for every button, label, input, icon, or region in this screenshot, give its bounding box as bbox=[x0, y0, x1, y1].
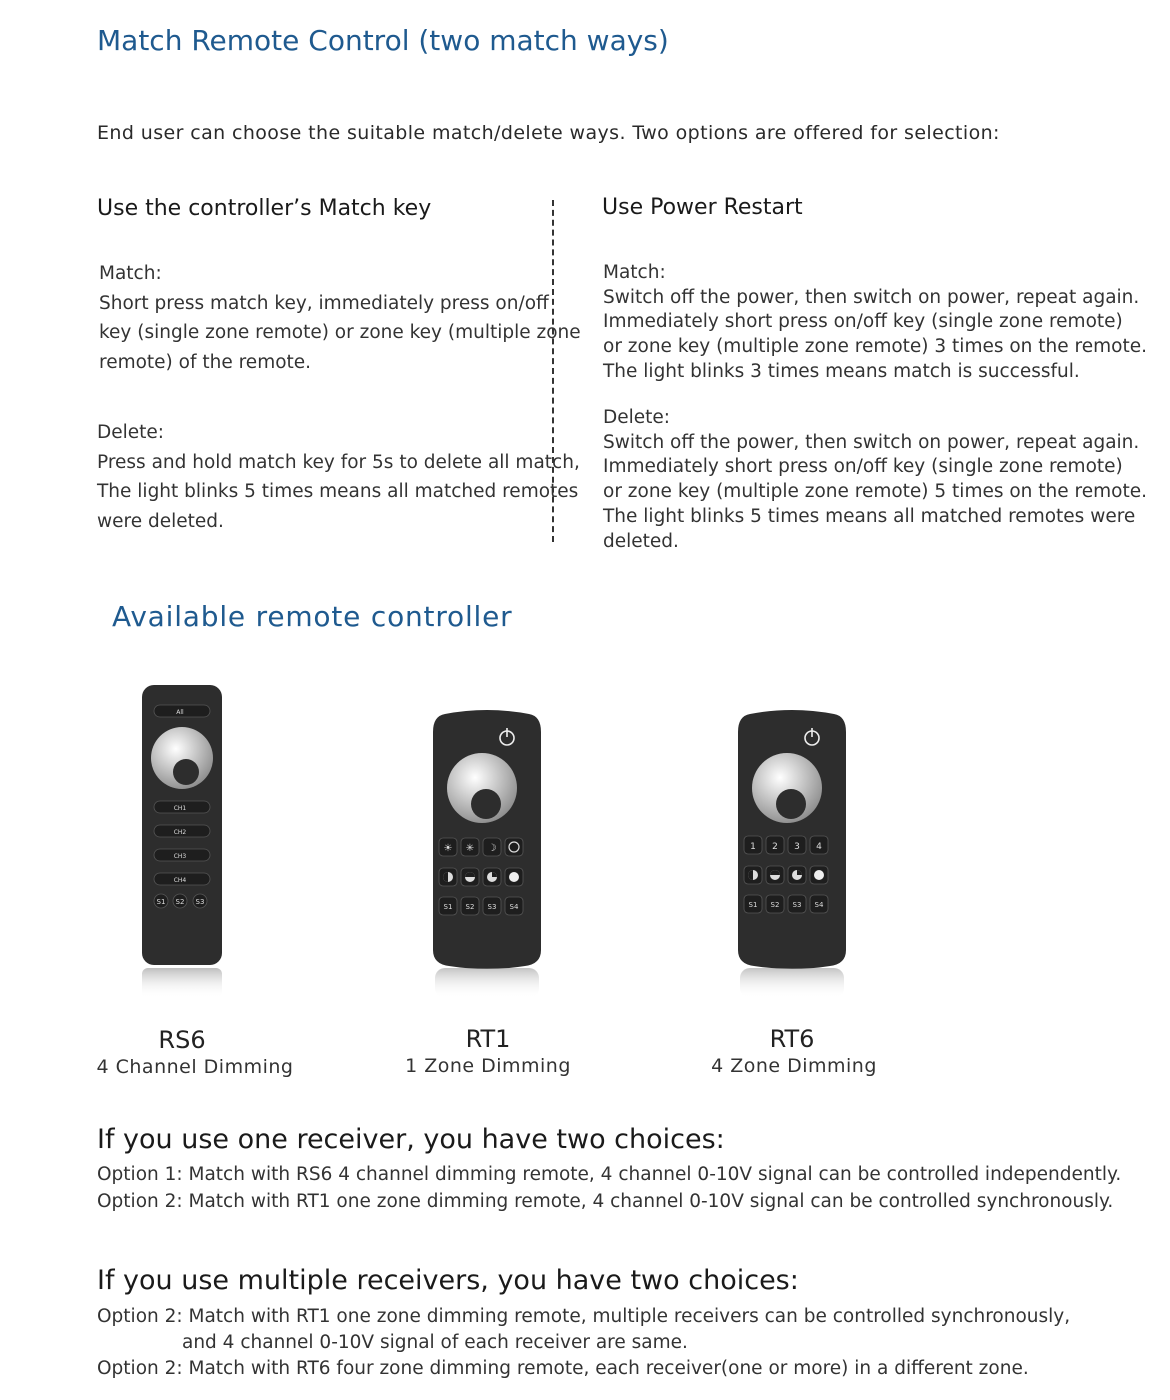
multiple-receivers-heading: If you use multiple receivers, you have two choices: bbox=[97, 1265, 799, 1296]
rt1-name: RT1 bbox=[465, 1025, 511, 1053]
svg-text:✳: ✳ bbox=[465, 843, 475, 854]
rt6-remote-image bbox=[730, 710, 855, 1000]
ch3-button bbox=[154, 849, 210, 861]
left-delete-label: Delete: bbox=[97, 422, 165, 443]
rs6-description: 4 Channel Dimming bbox=[96, 1056, 294, 1078]
ch2-button bbox=[154, 825, 210, 837]
right-delete-line: deleted. bbox=[603, 530, 679, 552]
page-title: Match Remote Control (two match ways) bbox=[97, 24, 669, 57]
remote-reflection bbox=[740, 968, 844, 998]
left-column-heading: Use the controller’s Match key bbox=[97, 196, 432, 221]
rt1-remote-image bbox=[425, 710, 550, 1000]
svg-text:☀: ☀ bbox=[443, 843, 453, 854]
rt1-description: 1 Zone Dimming bbox=[405, 1055, 571, 1077]
left-match-section bbox=[99, 259, 581, 377]
svg-text:☽: ☽ bbox=[487, 843, 497, 854]
left-match-label: Match: bbox=[99, 263, 162, 284]
left-delete-line: were deleted. bbox=[97, 510, 224, 532]
intro-text: End user can choose the suitable match/delete ways. Two options are offered for selection: bbox=[97, 122, 1000, 144]
scene-button-label: S3 bbox=[195, 898, 205, 906]
right-column-heading: Use Power Restart bbox=[602, 195, 803, 220]
multiple-option-1: Option 2: Match with RT1 one zone dimming remote, multiple receivers can be controlled synchronously, bbox=[97, 1306, 1071, 1327]
single-option-2: Option 2: Match with RT1 one zone dimming remote, 4 channel 0-10V signal can be controlled synchronously. bbox=[97, 1191, 1114, 1212]
right-delete-line: or zone key (multiple zone remote) 5 times on the remote. bbox=[603, 481, 1147, 503]
left-delete-line: Press and hold match key for 5s to delete all match, bbox=[97, 451, 580, 473]
scene-button-label: S4 bbox=[814, 901, 824, 909]
scene-button-label: S2 bbox=[465, 903, 475, 911]
multiple-option-2: Option 2: Match with RT6 four zone dimming remote, each receiver(one or more) in a different zone. bbox=[97, 1358, 1029, 1379]
rt6-name: RT6 bbox=[769, 1025, 815, 1053]
multiple-option-1-continued: and 4 channel 0-10V signal of each receiver are same. bbox=[182, 1332, 688, 1353]
zone-button-label: 3 bbox=[794, 842, 800, 852]
scene-button-label: S1 bbox=[748, 901, 758, 909]
ch1-button bbox=[154, 801, 210, 813]
ch4-button-label: CH4 bbox=[173, 877, 187, 884]
ch4-button bbox=[154, 873, 210, 885]
right-match-line: Immediately short press on/off key (single zone remote) bbox=[603, 311, 1123, 333]
scene-button-label: S4 bbox=[509, 903, 519, 911]
ch3-button-label: CH3 bbox=[173, 853, 187, 860]
scene-button-label: S3 bbox=[487, 903, 497, 911]
scene-button-label: S1 bbox=[443, 903, 453, 911]
rs6-remote-image bbox=[130, 680, 240, 1000]
scene-button-label: S2 bbox=[175, 898, 185, 906]
right-delete-line: The light blinks 5 times means all matched remotes were bbox=[603, 505, 1136, 527]
color-dial-icon bbox=[752, 753, 822, 823]
column-divider bbox=[552, 200, 554, 542]
right-delete-label: Delete: bbox=[603, 407, 671, 428]
left-delete-line: The light blinks 5 times means all matched remotes bbox=[97, 481, 579, 502]
right-delete-line: Switch off the power, then switch on power, repeat again. bbox=[603, 431, 1140, 453]
left-match-line: remote) of the remote. bbox=[99, 351, 312, 373]
zone-button-label: 1 bbox=[750, 842, 756, 852]
scene-button-label: S2 bbox=[770, 901, 780, 909]
zone-button-label: 4 bbox=[816, 842, 822, 852]
scene-buttons bbox=[154, 894, 207, 908]
scene-button-label: S1 bbox=[156, 898, 166, 906]
scene-button-label: S3 bbox=[792, 901, 802, 909]
left-match-line: key (single zone remote) or zone key (multiple zone bbox=[99, 322, 581, 343]
remote-reflection bbox=[435, 968, 539, 998]
right-match-line: The light blinks 3 times means match is successful. bbox=[603, 360, 1080, 382]
color-dial-icon bbox=[447, 753, 517, 823]
ch1-button-label: CH1 bbox=[173, 805, 187, 812]
rs6-name: RS6 bbox=[158, 1026, 206, 1054]
right-match-section bbox=[603, 261, 1147, 385]
right-match-line: or zone key (multiple zone remote) 3 times on the remote. bbox=[603, 336, 1147, 358]
remotes-heading: Available remote controller bbox=[112, 600, 513, 633]
single-receiver-heading: If you use one receiver, you have two choices: bbox=[97, 1124, 725, 1155]
all-button bbox=[154, 705, 210, 717]
right-match-label: Match: bbox=[603, 262, 666, 283]
left-delete-section bbox=[97, 418, 580, 536]
all-button-label: All bbox=[176, 709, 184, 716]
color-dial-icon bbox=[151, 727, 213, 789]
right-delete-line: Immediately short press on/off key (single zone remote) bbox=[603, 456, 1123, 478]
zone-button-label: 2 bbox=[772, 842, 778, 852]
left-match-line: Short press match key, immediately press on/off bbox=[99, 292, 549, 314]
remote-reflection bbox=[142, 968, 222, 998]
ch2-button-label: CH2 bbox=[173, 829, 187, 836]
single-option-1: Option 1: Match with RS6 4 channel dimming remote, 4 channel 0-10V signal can be controlled independently. bbox=[97, 1164, 1122, 1185]
right-delete-section bbox=[603, 406, 1147, 554]
rt6-description: 4 Zone Dimming bbox=[711, 1055, 877, 1077]
right-match-line: Switch off the power, then switch on power, repeat again. bbox=[603, 286, 1140, 308]
